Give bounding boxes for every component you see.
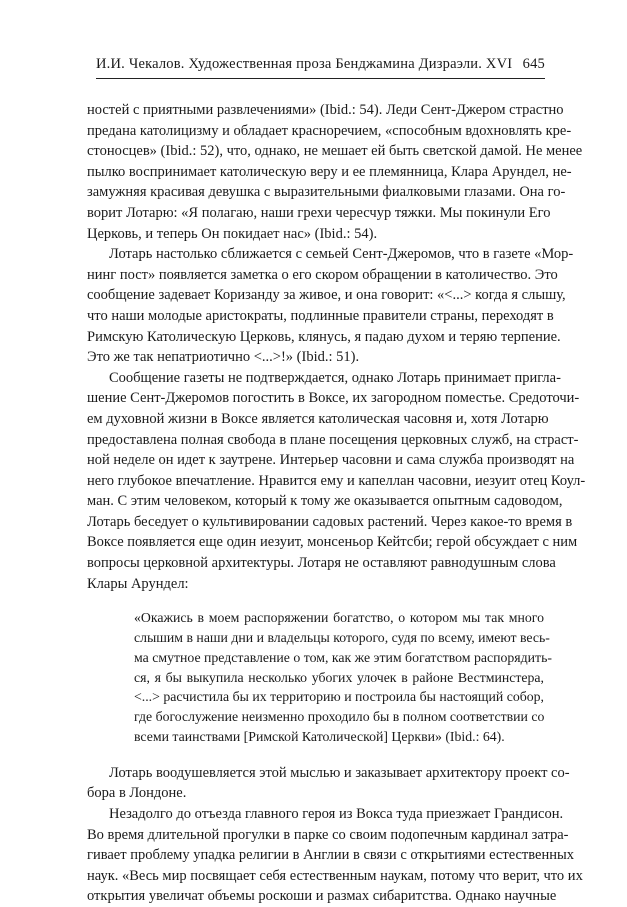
text-line: ем духовной жизни в Вoксе является католическая часовня и, хотя Лотарю xyxy=(87,410,549,427)
paragraph-1 xyxy=(87,100,583,244)
running-title: И.И. Чекалов. Художественная проза Бенджамина Дизраэли. XVI xyxy=(96,56,513,72)
text-line: Во время длительной прогулки в парке со своим подопечным кардинал затра- xyxy=(87,826,569,843)
quote-line: ся, я бы выкупила несколько убогих улочек в районе Вестминстера, xyxy=(134,669,544,685)
text-line: него глубокое впечатление. Нравится ему и капеллан часовни, иезуит отец Коул- xyxy=(87,472,586,489)
quote-line: слышим в наши дни и владельцы которого, судя по всему, имеют весь- xyxy=(134,630,550,646)
text-line: Римскую Католическую Церковь, клянусь, я падаю духом и теряю терпение. xyxy=(87,328,561,345)
paragraph-5 xyxy=(87,804,583,907)
text-line: шение Сент-Джеромов погостить в Вoксе, их загородном поместье. Средоточи- xyxy=(87,390,580,407)
text-line: предоставлена полная свобода в плане посещения церковных служб, на страст- xyxy=(87,431,579,448)
paragraph-4 xyxy=(87,763,570,804)
text-line: предана католицизму и обладает красноречием, «способным вдохновлять кре- xyxy=(87,122,572,139)
page-number: 645 xyxy=(522,56,545,72)
text-line: ворит Лотарю: «Я полагаю, наши грехи чересчур тяжки. Мы покинули Его xyxy=(87,204,551,221)
text-line: гивает проблему упадка религии в Англии в связи с открытиями естественных xyxy=(87,847,574,864)
text-line: нинг пост» появляется заметка о его скором обращении в католичество. Это xyxy=(87,266,558,283)
text-line: вопросы церковной архитектуры. Лотаря не оставляют равнодушным слова xyxy=(87,555,556,572)
body-text xyxy=(87,100,586,907)
quote-line: где богослужение неизменно проходило бы в полном соответствии со xyxy=(134,709,545,725)
quote-line: ма смутное представление о том, как же этим богатством распорядить- xyxy=(134,649,552,665)
quote-line: <...> расчистила бы их территорию и построила бы настоящий собор, xyxy=(134,689,544,705)
text-line: Вoксе появляется еще один иезуит, монсеньор Кейтсби; герой обсуждает с ним xyxy=(87,534,578,551)
text-line: Это же так непатриотично <...>!» (Ibid.: 51). xyxy=(87,349,360,366)
text-line: наук. «Весь мир посвящает себя естественным наукам, потому что верит, что их xyxy=(87,867,583,884)
text-line: сообщение задевает Коризанду за живое, и она говорит: «<...> когда я слышу, xyxy=(87,287,566,304)
text-line: ностей с приятными развлечениями» (Ibid.: 54). Леди Сент-Джером страстно xyxy=(87,102,564,118)
text-line: стоносцев» (Ibid.: 52), что, однако, не мешает ей быть светской дамой. Не менее xyxy=(87,143,583,160)
text-line: пылко воспринимает католическую веру и ее племянница, Клара Арундел, не- xyxy=(87,163,572,180)
text-line: Лотарь воодушевляется этой мыслью и заказывает архитектору проект со- xyxy=(109,764,570,781)
text-line: Лотарь настолько сближается с семьей Сент-Джеромов, что в газете «Мор- xyxy=(109,246,574,263)
paragraph-2 xyxy=(87,244,574,368)
running-header xyxy=(96,50,545,79)
paragraph-3 xyxy=(87,368,586,595)
text-line: Лотарь беседует о культивировании садовых растений. Через какое-то время в xyxy=(87,513,573,530)
text-line: Клары Арундел: xyxy=(87,575,189,592)
text-line: ман. С этим человеком, который к тому же оказывается опытным садоводом, xyxy=(87,493,563,510)
text-line: Незадолго до отъезда главного героя из Вoкса туда приезжает Грандисон. xyxy=(109,806,564,823)
quote-line: «Окажись в моем распоряжении богатство, о котором мы так много xyxy=(134,610,544,626)
text-line: замужняя красивая девушка с выразительными фиалковыми глазами. Она го- xyxy=(87,184,566,201)
text-line: ной неделе он идет к заутрене. Интерьер часовни и сама служба производят на xyxy=(87,452,575,469)
text-line: что наши молодые аристократы, подлинные правители страны, переходят в xyxy=(87,307,554,324)
block-quote xyxy=(134,608,552,747)
text-line: открытия увеличат объемы роскоши и размах сибаритства. Однако научные xyxy=(87,888,557,905)
text-line: Сообщение газеты не подтверждается, однако Лотарь принимает пригла- xyxy=(109,369,561,386)
quote-line: всеми таинствами [Римской Католической] Церкви» (Ibid.: 64). xyxy=(134,729,505,745)
text-line: бора в Лондоне. xyxy=(87,785,187,802)
text-line: Церковь, и теперь Он покидает нас» (Ibid.: 54). xyxy=(87,225,378,242)
